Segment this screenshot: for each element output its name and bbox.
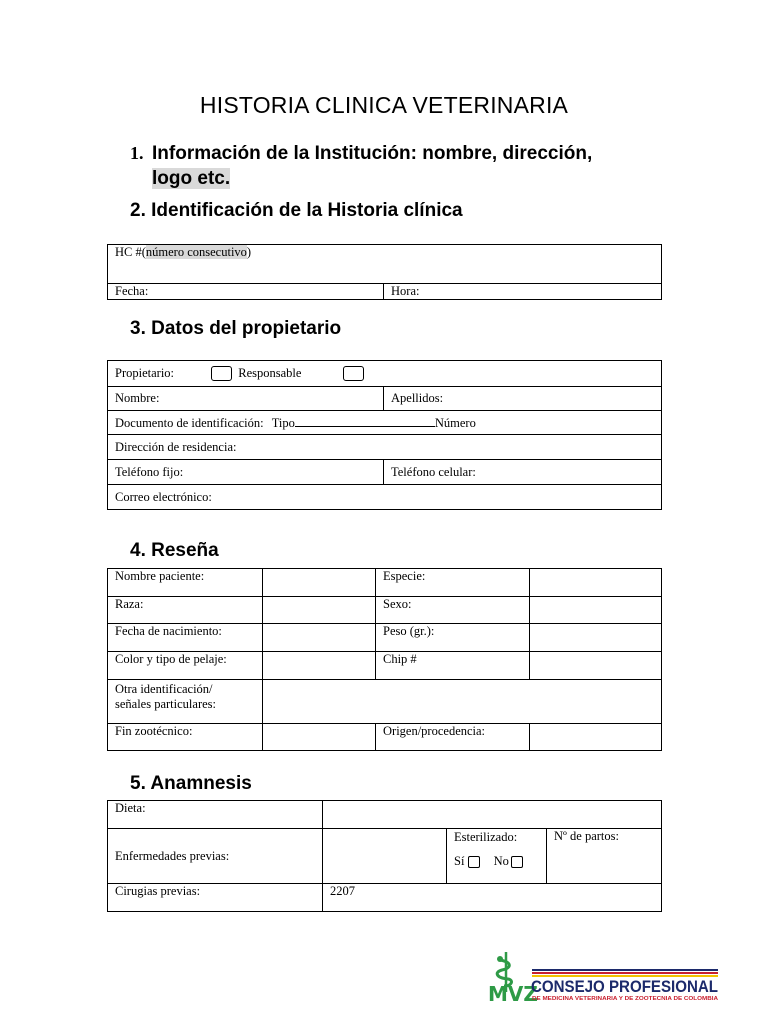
enfermedades-label: Enfermedades previas:	[115, 848, 230, 863]
fecha-field[interactable]	[108, 284, 384, 300]
anamnesis-table	[107, 800, 662, 912]
cirugias-label: Cirugias previas:	[115, 884, 201, 898]
chip-label: Chip #	[383, 652, 417, 666]
telefono-celular-field[interactable]	[384, 460, 662, 485]
section-3-heading: 3. Datos del propietario	[130, 318, 342, 339]
fin-zootecnico-label-cell	[108, 724, 263, 751]
hc-number-cell[interactable]	[108, 245, 662, 284]
especie-label: Especie:	[383, 569, 426, 583]
color-pelaje-value[interactable]	[263, 652, 376, 680]
mvz-emblem-icon	[486, 948, 722, 1004]
si-checkbox[interactable]	[468, 856, 480, 868]
enfermedades-value[interactable]	[323, 829, 447, 884]
hc-table	[107, 244, 662, 300]
responsable-label: Responsable	[238, 365, 302, 380]
esterilizado-label: Esterilizado:	[454, 830, 518, 844]
dieta-label-cell	[108, 801, 323, 829]
chip-value[interactable]	[530, 652, 662, 680]
numero-label: Número	[434, 415, 476, 430]
peso-label: Peso (gr.):	[383, 624, 435, 638]
otra-identificacion-value[interactable]	[263, 680, 662, 724]
direccion-field[interactable]	[108, 435, 662, 460]
otra-identificacion-line-1: Otra identificación/	[115, 682, 213, 696]
partos-label: Nº de partos:	[554, 829, 619, 843]
telefono-fijo-field[interactable]	[108, 460, 384, 485]
responsable-checkbox[interactable]	[343, 366, 364, 381]
hc-suffix: )	[246, 245, 252, 259]
chip-label-cell	[376, 652, 530, 680]
cirugias-label-cell	[108, 884, 323, 912]
tipo-blank-line[interactable]	[295, 415, 435, 427]
apellidos-field[interactable]	[384, 387, 662, 411]
partos-cell[interactable]	[547, 829, 662, 884]
correo-field[interactable]	[108, 485, 662, 510]
fin-zootecnico-label: Fin zootécnico:	[115, 724, 193, 738]
nombre-label: Nombre:	[115, 391, 160, 405]
color-pelaje-label-cell	[108, 652, 263, 680]
hora-label: Hora:	[391, 284, 420, 298]
section-2-heading: 2. Identificación de la Historia clínica	[130, 200, 463, 221]
esterilizado-options	[454, 854, 539, 869]
telefono-celular-label: Teléfono celular:	[391, 464, 476, 479]
nombre-paciente-value[interactable]	[263, 569, 376, 597]
sexo-label-cell	[376, 597, 530, 624]
origen-label: Origen/procedencia:	[383, 724, 486, 738]
nombre-paciente-label: Nombre paciente:	[115, 569, 205, 583]
telefono-fijo-label: Teléfono fijo:	[115, 464, 184, 479]
raza-label: Raza:	[115, 597, 144, 611]
sexo-label: Sexo:	[383, 597, 412, 611]
resena-table	[107, 568, 662, 751]
origen-value[interactable]	[530, 724, 662, 751]
si-label: Sí	[454, 854, 465, 868]
sexo-value[interactable]	[530, 597, 662, 624]
propietario-checkbox[interactable]	[211, 366, 232, 381]
raza-value[interactable]	[263, 597, 376, 624]
hc-number-placeholder: número consecutivo	[145, 245, 247, 259]
enfermedades-label-cell	[108, 829, 323, 884]
fin-zootecnico-value[interactable]	[263, 724, 376, 751]
consejo-profesional-logo	[486, 948, 722, 1004]
owner-table	[107, 360, 662, 510]
logo-name: CONSEJO PROFESIONAL	[531, 978, 718, 996]
owner-type-row	[108, 361, 662, 387]
esterilizado-cell	[447, 829, 547, 884]
dieta-label: Dieta:	[115, 801, 146, 815]
nombre-paciente-label-cell	[108, 569, 263, 597]
especie-label-cell	[376, 569, 530, 597]
apellidos-label: Apellidos:	[391, 391, 444, 405]
dieta-value[interactable]	[323, 801, 662, 829]
peso-value[interactable]	[530, 624, 662, 652]
cirugias-value-text: 2207	[330, 884, 355, 898]
propietario-label: Propietario:	[115, 365, 175, 380]
section-1-line-1: Información de la Institución: nombre, dirección,	[152, 143, 593, 164]
documento-label: Documento de identificación:	[115, 415, 264, 430]
cirugias-value[interactable]	[323, 884, 662, 912]
origen-label-cell	[376, 724, 530, 751]
fecha-nacimiento-label: Fecha de nacimiento:	[115, 624, 222, 638]
document-title: HISTORIA CLINICA VETERINARIA	[199, 92, 569, 118]
direccion-label: Dirección de residencia:	[115, 439, 237, 454]
especie-value[interactable]	[530, 569, 662, 597]
section-1-number: 1.	[130, 143, 144, 163]
logo-subtitle: DE MEDICINA VETERINARIA Y DE ZOOTECNIA DE COLOMBIA	[532, 996, 719, 1002]
logo-mark: MVZ	[488, 982, 538, 1004]
section-4-heading: 4. Reseña	[130, 540, 219, 561]
nombre-field[interactable]	[108, 387, 384, 411]
no-checkbox[interactable]	[511, 856, 523, 868]
section-1-heading	[152, 141, 592, 191]
section-1-line-2: logo etc.	[152, 168, 231, 189]
color-pelaje-label: Color y tipo de pelaje:	[115, 652, 227, 666]
otra-identificacion-label-cell	[108, 680, 263, 724]
otra-identificacion-line-2: señales particulares:	[115, 697, 216, 711]
documento-field[interactable]	[108, 411, 662, 435]
peso-label-cell	[376, 624, 530, 652]
fecha-label: Fecha:	[115, 284, 149, 298]
raza-label-cell	[108, 597, 263, 624]
fecha-nacimiento-label-cell	[108, 624, 263, 652]
section-5-heading: 5. Anamnesis	[130, 773, 252, 794]
correo-label: Correo electrónico:	[115, 489, 212, 504]
hora-field[interactable]	[384, 284, 662, 300]
hc-prefix: HC #(	[115, 245, 146, 259]
fecha-nacimiento-value[interactable]	[263, 624, 376, 652]
tipo-label: Tipo	[271, 415, 295, 430]
no-label: No	[493, 854, 509, 868]
